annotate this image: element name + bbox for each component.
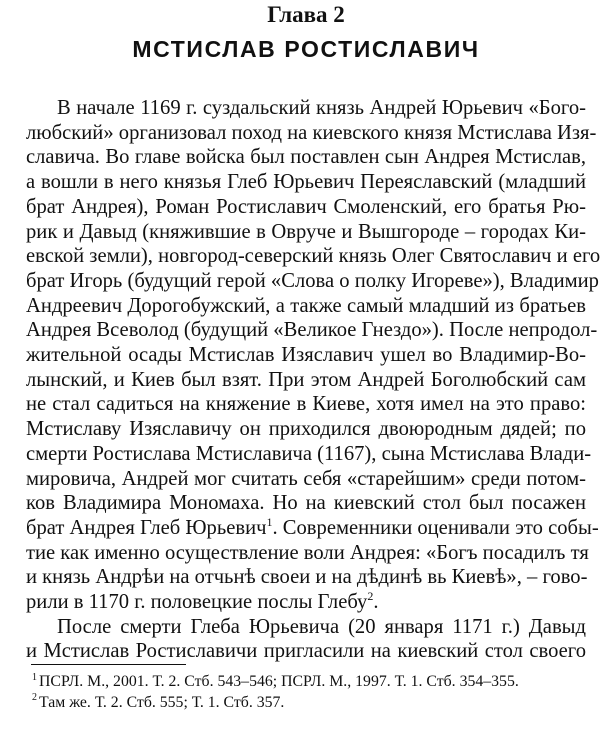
- paragraph-1: [26, 96, 601, 615]
- paragraph-2: [26, 615, 586, 664]
- text-line: смерти Ростислава Мстиславича (1167), сына Мстислава Влади-: [26, 442, 592, 465]
- text-line: ков Владимира Мономаха. Но на киевский стол был посажен: [26, 492, 586, 515]
- footnote-reference-1[interactable]: 1: [266, 515, 273, 530]
- text-line: мировича, Андрей мог считать себя «старейшим» среди потом-: [26, 467, 586, 490]
- text-line: и князь Андрѣи на отчьнѣ своеи и на дѣдинѣ вь Киевѣ», – гово-: [26, 566, 588, 589]
- footnote-text: ПСРЛ. М., 2001. Т. 2. Стб. 543–546; ПСРЛ. М., 1997. Т. 1. Стб. 354–355.: [39, 673, 519, 690]
- chapter-title: МСТИСЛАВ РОСТИСЛАВИЧ: [132, 36, 480, 62]
- footnote-1: [32, 672, 586, 693]
- text-line: а вошли в него князья Глеб Юрьевич Переяславский (младший: [26, 171, 586, 194]
- text-line: [26, 590, 586, 615]
- text-line: тие как именно осуществление воли Андрея: «Богъ посадилъ тя: [26, 541, 589, 564]
- text-line: не стал садиться на княжение в Киеве, хотя имел на это право:: [26, 393, 586, 416]
- text-line: Андреевич Дорогобужский, а также самый младший из братьев: [26, 294, 586, 317]
- text-line: рик и Давыд (княжившие в Овруче и Вышгороде – городах Ки-: [26, 220, 586, 243]
- footnote-divider: [31, 664, 186, 665]
- text-line: брат Андрея), Роман Ростиславич Смоленский, его братья Рю-: [26, 195, 586, 218]
- body-text: [26, 96, 601, 664]
- text-line: После смерти Глеба Юрьевича (20 января 1171 г.) Давыд: [57, 615, 586, 638]
- text-line: Мстиславу Изяславичу он приходился двоюродным дядей; по: [26, 418, 586, 441]
- text-line: и Мстислав Ростиславичи пригласили на киевский стол своего: [26, 640, 586, 663]
- text-segment: брат Андрея Глеб Юрьевич: [26, 516, 267, 539]
- footnote-reference-2[interactable]: 2: [367, 589, 374, 604]
- footnotes: [32, 672, 586, 713]
- text-line: любский» организовал поход на киевского князя Мстислава Изя-: [26, 121, 597, 144]
- text-line: евской земли), новгород-северский князь Олег Святославич и его: [26, 245, 601, 268]
- text-segment: .: [373, 591, 379, 614]
- text-line: брат Игорь (будущий герой «Слова о полку Игореве»), Владимир: [26, 269, 599, 292]
- text-segment: . Современники оценивали это собы-: [272, 516, 599, 539]
- book-page: [26, 0, 601, 748]
- footnote-mark: 2: [32, 692, 37, 704]
- footnote-2: [32, 693, 586, 714]
- chapter-label: Глава 2: [267, 2, 345, 27]
- text-line: лынский, и Киев был взят. При этом Андрей Боголюбский сам: [26, 368, 586, 391]
- text-segment: рили в 1170 г. половецкие послы Глебу: [26, 591, 368, 614]
- text-line: славича. Во главе войска был поставлен сын Андрея Мстислав,: [26, 146, 586, 169]
- footnote-text: Там же. Т. 2. Стб. 555; Т. 1. Стб. 357.: [39, 693, 285, 711]
- text-line: В начале 1169 г. суздальский князь Андрей Юрьевич «Бого-: [57, 97, 586, 119]
- text-line: жительной осады Мстислав Изяславич ушел во Владимир-Во-: [26, 344, 586, 367]
- text-line: Андрея Всеволод (будущий «Великое Гнездо»). После непродол-: [26, 319, 598, 342]
- text-line: [26, 515, 599, 541]
- footnote-mark: 1: [32, 671, 37, 683]
